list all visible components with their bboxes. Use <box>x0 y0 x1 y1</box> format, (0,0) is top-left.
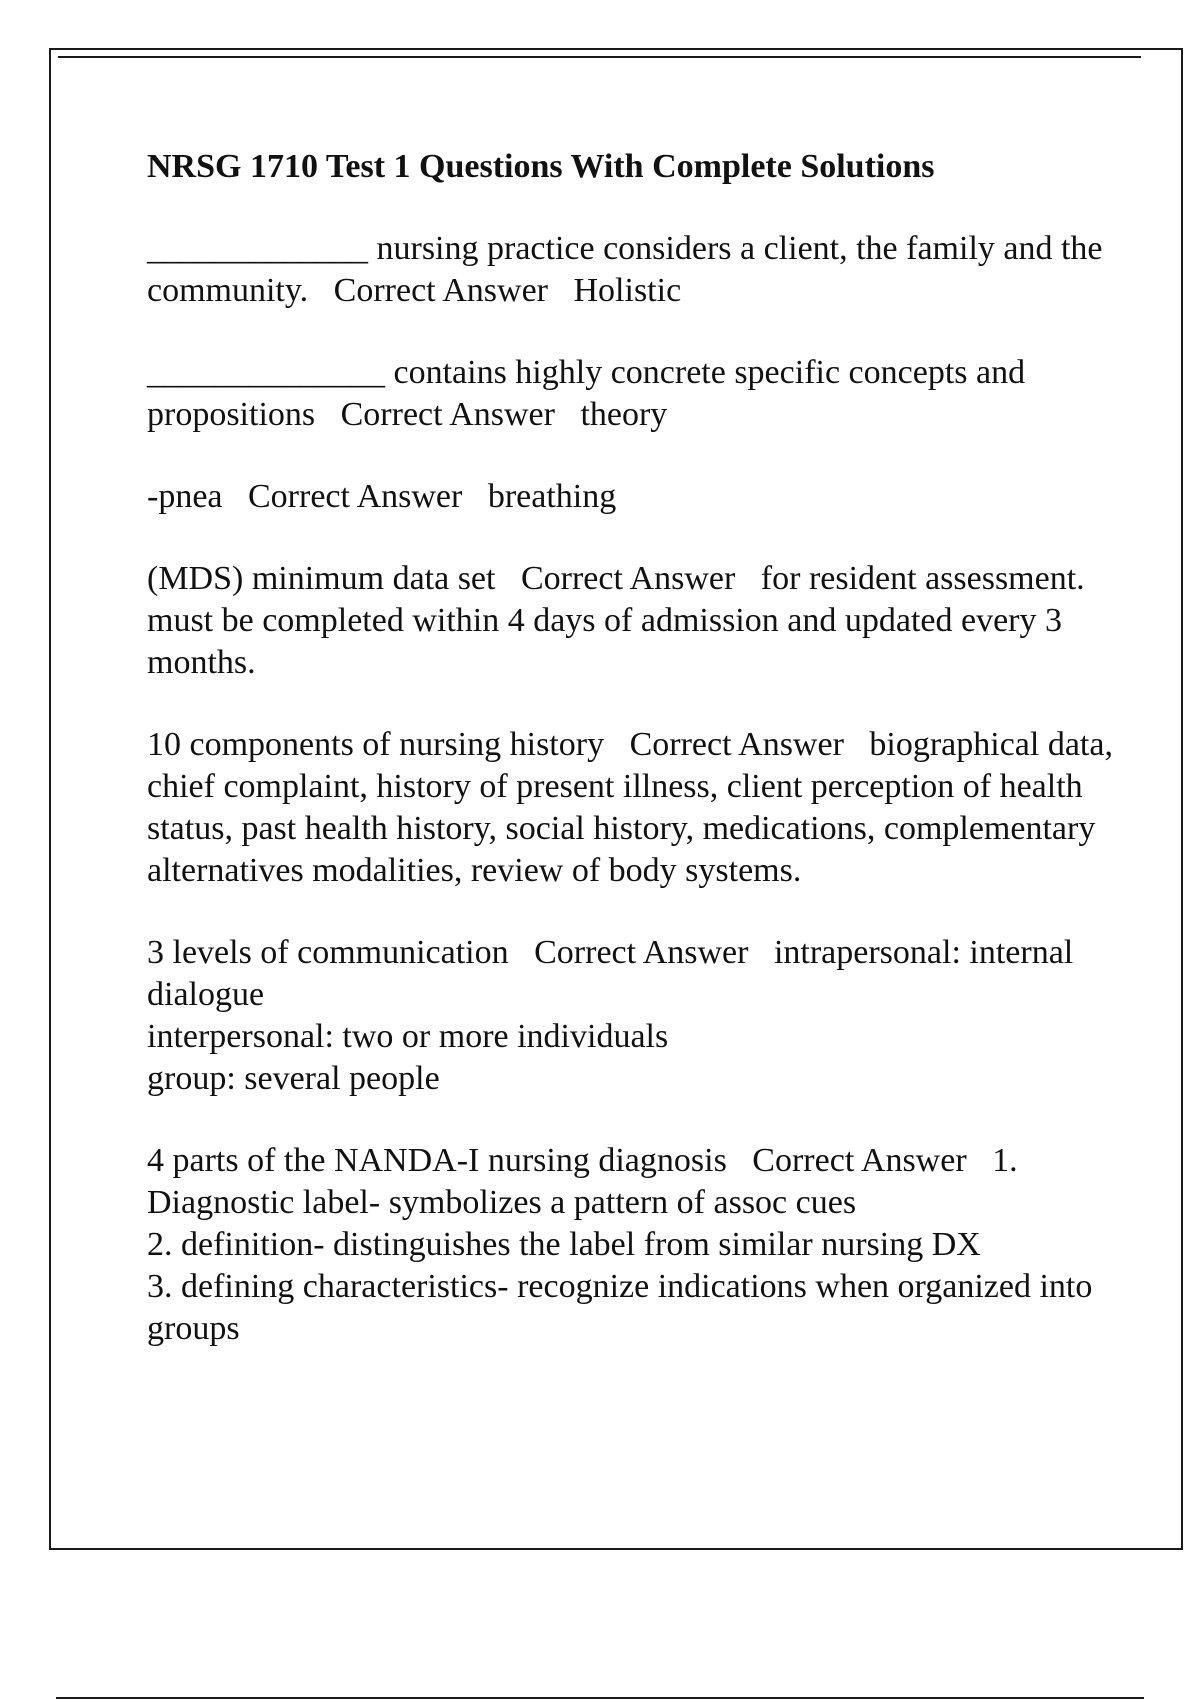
document-body <box>147 146 1137 1390</box>
page-title: NRSG 1710 Test 1 Questions With Complete Solutions <box>147 148 935 185</box>
qa-item-pnea: -pnea Correct Answer breathing <box>147 478 617 515</box>
qa-item-nursing-history: 10 components of nursing history Correct Answer biographical data, chief complaint, history of present illness, client perception of health status, past health history, social history, medications, complementary alternatives modalities, review of body systems. <box>147 726 1122 889</box>
qa-item-communication-levels: 3 levels of communication Correct Answer intrapersonal: internal dialogue interpersonal: two or more individuals group: several people <box>147 934 1074 1097</box>
qa-item-theory: ______________ contains highly concrete specific concepts and propositions Correct Answer theory <box>147 354 1034 433</box>
bottom-rule <box>56 1697 1144 1699</box>
page-frame <box>49 48 1183 1550</box>
qa-item-mds: (MDS) minimum data set Correct Answer for resident assessment. must be completed within 4 days of admission and updated every 3 months. <box>147 560 1094 681</box>
qa-item-nanda-diagnosis: 4 parts of the NANDA-I nursing diagnosis Correct Answer 1. Diagnostic label- symbolizes a pattern of assoc cues 2. definition- distinguishes the label from similar nursing DX 3. defining characteristics- recognize indications when organized into groups <box>147 1142 1093 1347</box>
top-rule <box>58 56 1141 58</box>
qa-item-holistic: _____________ nursing practice considers a client, the family and the community. Correct Answer Holistic <box>147 230 1112 309</box>
